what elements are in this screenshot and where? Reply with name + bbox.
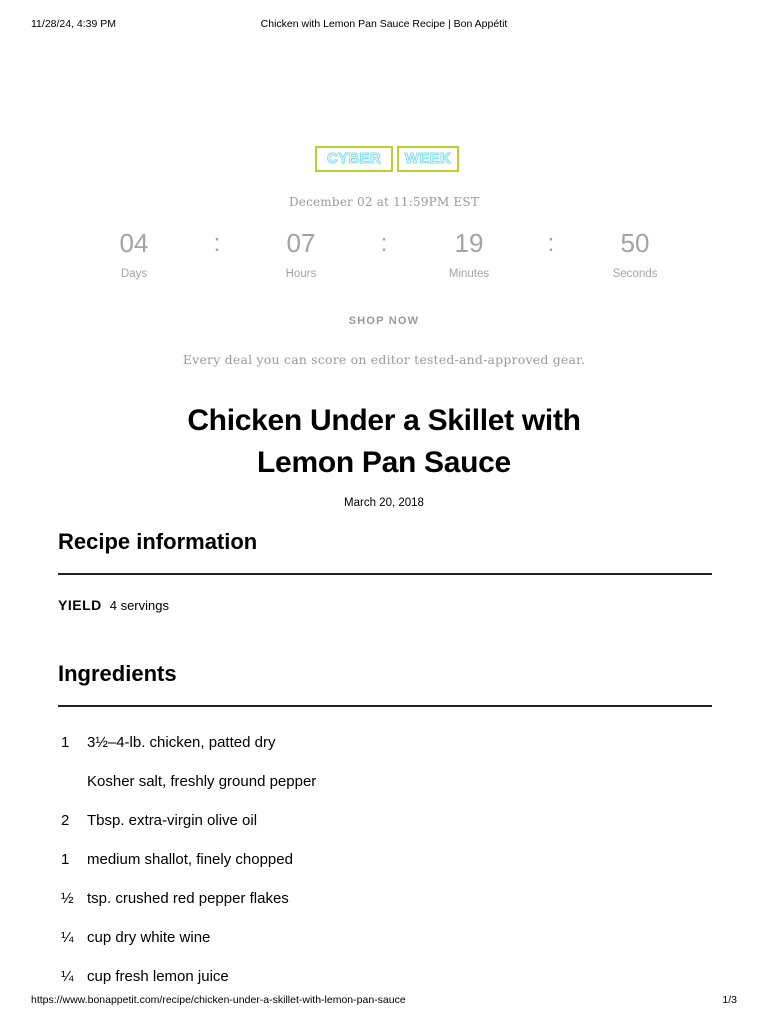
promo-deadline: December 02 at 11:59PM EST bbox=[288, 195, 480, 209]
ingredient-description: tsp. crushed red pepper flakes bbox=[87, 890, 289, 907]
ingredient-item bbox=[58, 733, 712, 772]
yield-label: YIELD bbox=[58, 597, 102, 613]
ingredient-quantity: 2 bbox=[61, 812, 70, 829]
ingredient-list bbox=[58, 733, 712, 1006]
recipe-title bbox=[0, 400, 768, 484]
countdown-timer bbox=[0, 228, 768, 288]
countdown-hours-value: 07 bbox=[286, 228, 316, 258]
shop-now-link[interactable]: SHOP NOW bbox=[348, 315, 420, 327]
ingredient-item bbox=[58, 850, 712, 889]
cyber-week-logo[interactable] bbox=[315, 146, 459, 172]
countdown-days-value: 04 bbox=[119, 228, 149, 258]
cyber-week-logo-word: WEEK bbox=[397, 146, 459, 172]
recipe-information-heading: Recipe information bbox=[58, 529, 258, 554]
countdown-minutes-label: Minutes bbox=[448, 268, 490, 280]
print-datetime: 11/28/24, 4:39 PM bbox=[31, 18, 117, 30]
countdown-hours-label: Hours bbox=[285, 268, 317, 280]
print-page-title: Chicken with Lemon Pan Sauce Recipe | Bon Appétit bbox=[260, 18, 508, 30]
ingredient-description: Kosher salt, freshly ground pepper bbox=[87, 773, 317, 790]
countdown-separator: : bbox=[547, 230, 555, 257]
promo-tagline: Every deal you can score on editor tested-and-approved gear. bbox=[182, 352, 586, 367]
ingredient-description: Tbsp. extra-virgin olive oil bbox=[87, 812, 258, 829]
countdown-days-label: Days bbox=[120, 268, 148, 280]
ingredient-quantity: 1 bbox=[61, 851, 70, 868]
countdown-minutes-value: 19 bbox=[454, 228, 484, 258]
ingredient-item bbox=[58, 928, 712, 967]
ingredient-quantity: ¼ bbox=[61, 968, 74, 985]
ingredient-description: medium shallot, finely chopped bbox=[87, 851, 293, 868]
publish-date: March 20, 2018 bbox=[344, 497, 424, 509]
countdown-seconds-label: Seconds bbox=[612, 268, 658, 280]
section-divider bbox=[58, 573, 712, 575]
ingredient-quantity bbox=[58, 772, 87, 811]
cyber-week-logo-word: CYBER bbox=[315, 146, 393, 172]
recipe-title-line: Lemon Pan Sauce bbox=[257, 446, 511, 479]
ingredient-quantity: ½ bbox=[61, 890, 74, 907]
print-header bbox=[0, 18, 768, 32]
countdown-separator: : bbox=[213, 230, 221, 257]
countdown-seconds-value: 50 bbox=[620, 228, 650, 258]
print-footer bbox=[0, 994, 768, 1008]
print-url[interactable]: https://www.bonappetit.com/recipe/chicken-under-a-skillet-with-lemon-pan-sauce bbox=[31, 994, 406, 1006]
ingredient-quantity: 1 bbox=[61, 734, 70, 751]
section-divider bbox=[58, 705, 712, 707]
ingredients-heading: Ingredients bbox=[58, 661, 177, 686]
ingredient-item bbox=[58, 772, 712, 811]
recipe-title-line: Chicken Under a Skillet with bbox=[187, 404, 581, 437]
countdown-separator: : bbox=[380, 230, 388, 257]
yield-value: 4 servings bbox=[109, 598, 169, 613]
ingredient-description: 3½–4-lb. chicken, patted dry bbox=[87, 734, 276, 751]
print-page-number: 1/3 bbox=[722, 994, 737, 1006]
ingredient-description: cup dry white wine bbox=[87, 929, 211, 946]
ingredient-description: cup fresh lemon juice bbox=[87, 968, 229, 985]
ingredient-item bbox=[58, 811, 712, 850]
ingredient-quantity: ¼ bbox=[61, 929, 74, 946]
yield-row bbox=[58, 597, 169, 613]
ingredient-item bbox=[58, 889, 712, 928]
